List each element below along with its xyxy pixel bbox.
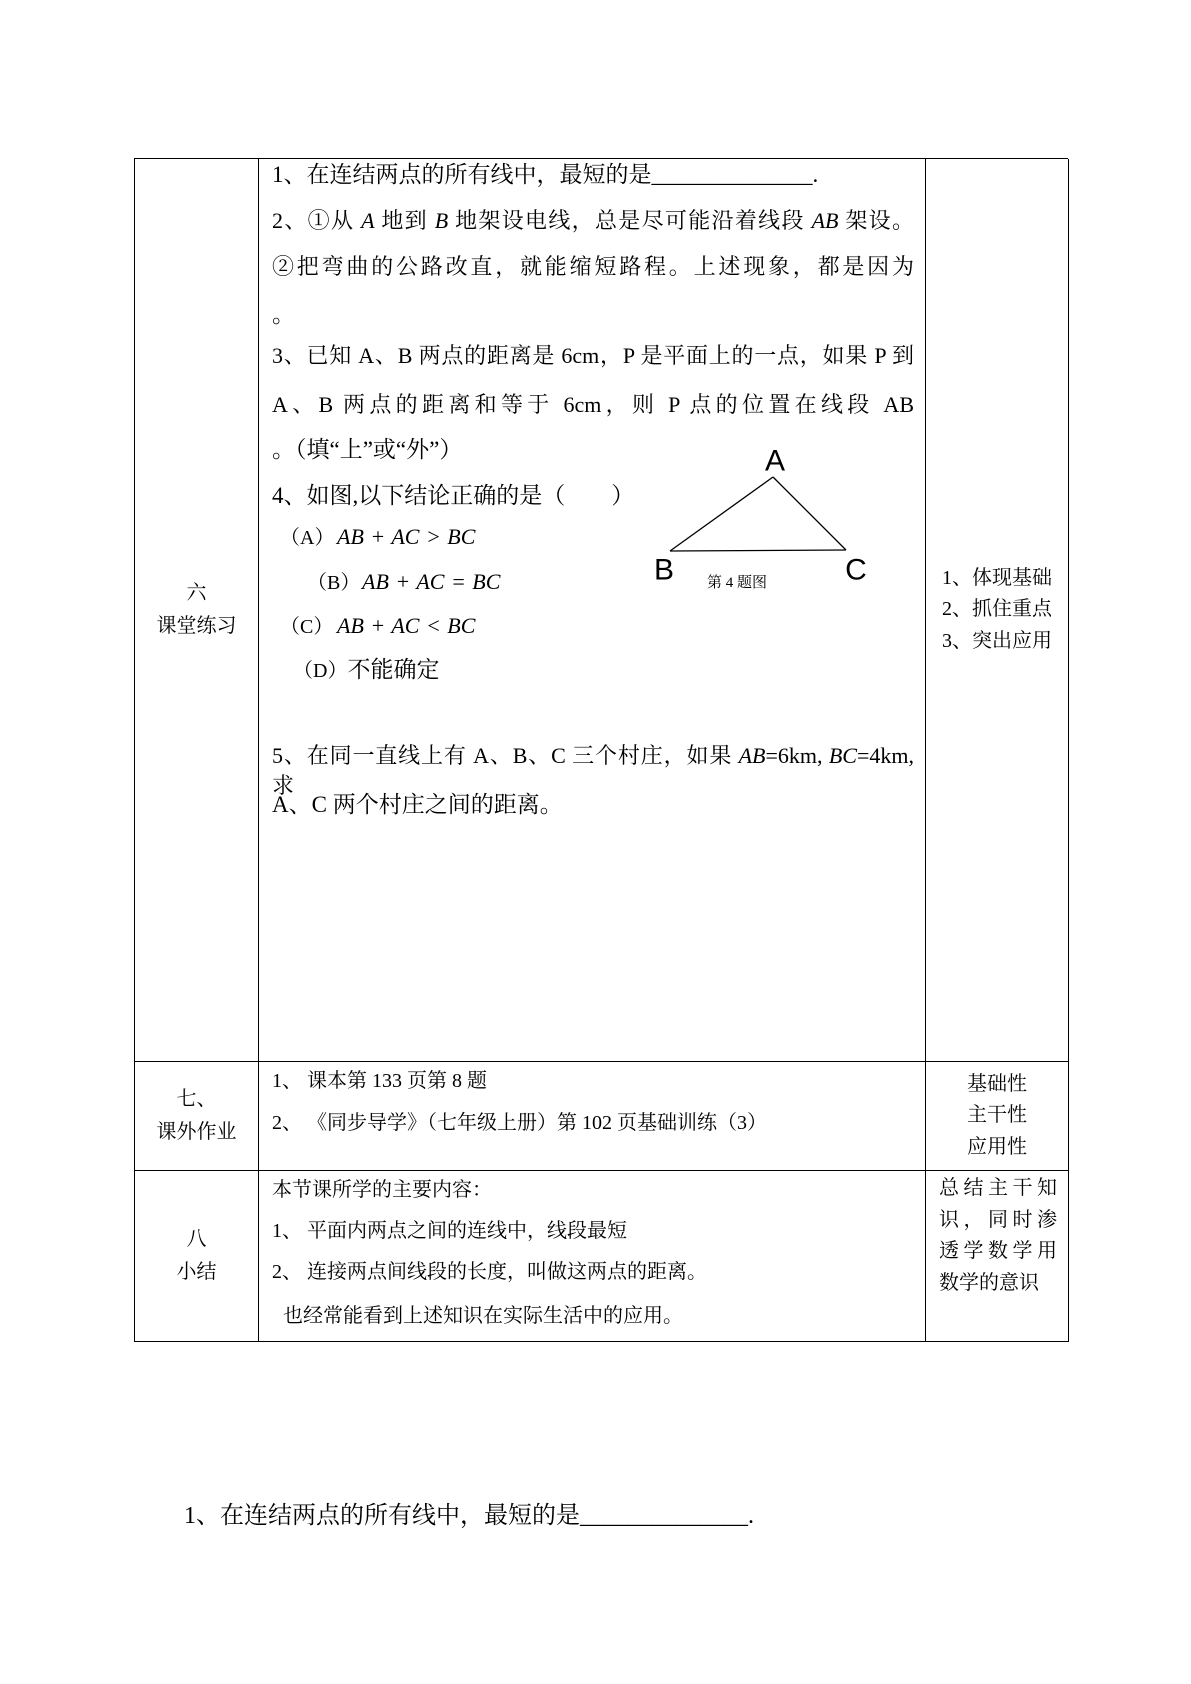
question-1-text: 1、在连结两点的所有线中，最短的是 (272, 162, 652, 187)
note-line: 识，同时渗 (939, 1208, 1057, 1231)
section-title: 课堂练习 (156, 615, 237, 637)
summary-intro: 本节课所学的主要内容： (272, 1179, 492, 1201)
triangle-figure (641, 431, 881, 601)
note-line: 数学的意识 (939, 1271, 1039, 1294)
option-a (280, 522, 475, 552)
summary-notes (926, 1171, 1069, 1342)
question-2-text: 2、①从 (272, 208, 362, 233)
option-c (280, 611, 475, 641)
question-2-text: 地架设电线，总是尽可能沿着线段 (448, 208, 812, 233)
segment-bc-label: BC (828, 743, 857, 768)
homework-content (259, 1062, 926, 1171)
summary-content (259, 1171, 926, 1342)
vertex-a-label: A (764, 444, 786, 478)
question-5-text: =4km, 求 (272, 743, 914, 798)
practice-content (259, 159, 926, 1062)
section-label-summary (135, 1171, 259, 1342)
segment-ab-label: AB (811, 208, 839, 233)
section-label-homework (135, 1062, 259, 1171)
section-title: 小结 (176, 1261, 217, 1283)
practice-notes (926, 159, 1069, 1062)
summary-item: 2、 连接两点间线段的长度，叫做这两点的距离。 (272, 1261, 707, 1283)
repeated-question (184, 1501, 754, 1531)
question-5-line-1 (272, 741, 914, 798)
note-item: 3、突出应用 (942, 629, 1052, 652)
option-label: （C） (280, 616, 334, 638)
option-b (307, 567, 500, 597)
point-b-label: B (434, 208, 449, 233)
summary-closing: 也经常能看到上述知识在实际生活中的应用。 (283, 1305, 683, 1327)
question-5-text: 5、在同一直线上有 A、B、C 三个村庄，如果 (272, 743, 739, 768)
lesson-plan-table (134, 158, 1068, 1342)
note-item: 主干性 (967, 1104, 1027, 1127)
section-number: 七、 (176, 1088, 217, 1110)
note-item: 基础性 (967, 1072, 1027, 1095)
summary-item: 1、 平面内两点之间的连线中，线段最短 (272, 1220, 627, 1242)
answer-blank: ______________ (580, 1503, 748, 1529)
note-item: 1、体现基础 (942, 566, 1052, 589)
question-text: 1、在连结两点的所有线中，最短的是 (184, 1503, 580, 1529)
homework-notes (926, 1062, 1069, 1171)
question-2-line-2: ②把弯曲的公路改直，就能缩短路程。上述现象，都是因为 (272, 254, 914, 279)
option-expression: AB + AC > BC (337, 524, 476, 549)
figure-caption: 第 4 题图 (706, 575, 768, 591)
section-title: 课外作业 (156, 1121, 237, 1143)
question-end: . (748, 1503, 754, 1529)
option-label: （D） (293, 660, 348, 682)
vertex-c-label: C (845, 553, 867, 587)
question-1-end: . (812, 162, 819, 187)
option-expression: AB + AC < BC (337, 613, 476, 638)
question-3-line-3: 。（填“上”或“外”） (272, 437, 463, 462)
question-4-stem: 4、如图,以下结论正确的是（ ） (272, 483, 635, 508)
note-line: 透学数学用 (939, 1240, 1057, 1262)
question-3-line-2: A、B 两点的距离和等于 6cm，则 P 点的位置在线段 AB (272, 392, 914, 417)
option-expression: AB + AC = BC (362, 569, 501, 594)
question-2-text: 地到 (374, 208, 435, 233)
homework-item: 2、 《同步导学》（七年级上册）第 102 页基础训练（3） (272, 1112, 767, 1134)
note-line: 总结主干知 (939, 1177, 1057, 1199)
section-number: 六 (186, 582, 207, 604)
question-5-text: =6km, (765, 743, 829, 768)
question-5-line-2: A、C 两个村庄之间的距离。 (272, 792, 563, 817)
section-label-practice (135, 159, 259, 1062)
vertex-b-label: B (653, 553, 675, 587)
question-3-line-1: 3、已知 A、B 两点的距离是 6cm，P 是平面上的一点，如果 P 到 (272, 343, 914, 368)
option-label: （A） (280, 527, 335, 549)
question-2-text: 架设。 (838, 208, 914, 233)
section-number: 八 (186, 1228, 207, 1250)
segment-ab-label: AB (738, 743, 766, 768)
triangle-side-ac (773, 477, 846, 550)
triangle-side-bc (670, 550, 846, 551)
question-1 (272, 160, 818, 190)
option-text: 不能确定 (347, 657, 440, 682)
homework-item: 1、 课本第 133 页第 8 题 (272, 1070, 487, 1092)
question-2-line-1 (272, 206, 914, 236)
note-item: 2、抓住重点 (942, 598, 1052, 621)
answer-blank: ______________ (651, 162, 813, 187)
note-item: 应用性 (967, 1135, 1027, 1158)
point-a-label: A (361, 208, 375, 233)
option-label: （B） (307, 572, 361, 594)
question-2-line-3: 。 (272, 302, 295, 327)
triangle-side-ab (670, 477, 773, 551)
option-d (293, 655, 439, 685)
summary-notes-text (939, 1173, 1057, 1299)
